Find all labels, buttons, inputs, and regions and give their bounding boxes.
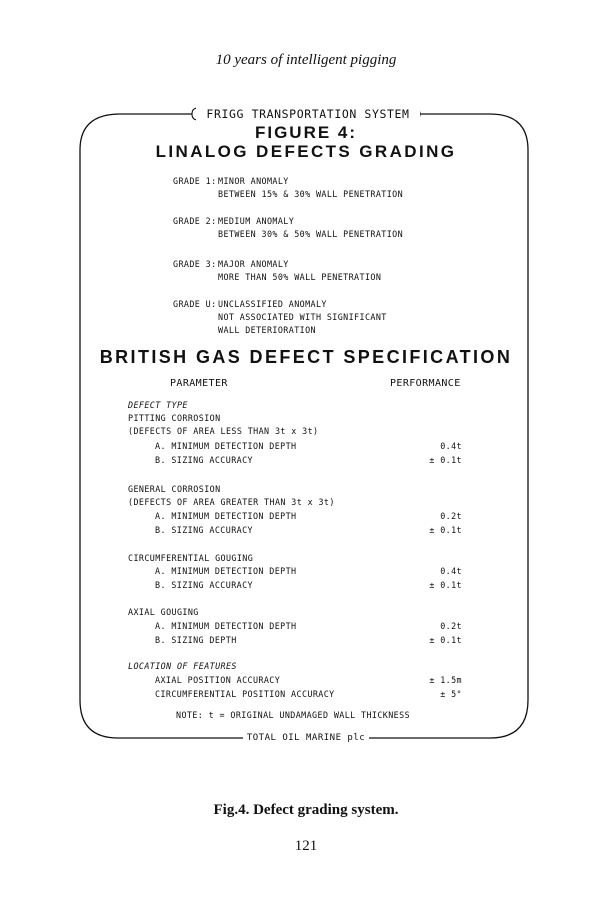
- grade-label: GRADE 2:: [173, 216, 217, 226]
- grade-label: GRADE 1:: [173, 176, 217, 186]
- grade-description: WALL DETERIORATION: [218, 325, 316, 335]
- spec-parameter: B. SIZING DEPTH: [155, 635, 237, 645]
- grade-description: MINOR ANOMALY: [218, 176, 289, 186]
- spec-value: 0.4t: [440, 566, 462, 576]
- thickness-note: NOTE: t = ORIGINAL UNDAMAGED WALL THICKNESS: [176, 710, 411, 720]
- spec-parameter: A. MINIMUM DETECTION DEPTH: [155, 511, 297, 521]
- section-heading: CIRCUMFERENTIAL GOUGING: [128, 553, 254, 563]
- spec-value: ± 0.1t: [429, 580, 462, 590]
- spec-value: ± 5°: [440, 689, 462, 699]
- spec-parameter: B. SIZING ACCURACY: [155, 455, 253, 465]
- grade-description: MAJOR ANOMALY: [218, 259, 289, 269]
- footer-company: TOTAL OIL MARINE plc: [243, 733, 369, 743]
- parameter-header: PARAMETER: [170, 378, 228, 389]
- defect-type-label: DEFECT TYPE: [128, 400, 188, 410]
- spec-value: ± 0.1t: [429, 455, 462, 465]
- section-heading: LOCATION OF FEATURES: [128, 661, 237, 671]
- section-subheading: (DEFECTS OF AREA LESS THAN 3t x 3t): [128, 426, 319, 436]
- spec-value: 0.2t: [440, 621, 462, 631]
- running-head: 10 years of intelligent pigging: [215, 52, 397, 68]
- grade-description: MEDIUM ANOMALY: [218, 216, 295, 226]
- grade-description: MORE THAN 50% WALL PENETRATION: [218, 272, 382, 282]
- spec-value: ± 0.1t: [429, 635, 462, 645]
- spec-parameter: B. SIZING ACCURACY: [155, 525, 253, 535]
- spec-value: 0.4t: [440, 441, 462, 451]
- figure-footer: [0, 733, 612, 743]
- spec-value: ± 0.1t: [429, 525, 462, 535]
- grade-label: GRADE 3:: [173, 259, 217, 269]
- spec-parameter: B. SIZING ACCURACY: [155, 580, 253, 590]
- grade-description: BETWEEN 30% & 50% WALL PENETRATION: [218, 229, 404, 239]
- system-label: FRIGG TRANSPORTATION SYSTEM: [196, 107, 420, 121]
- figure-number: FIGURE 4:: [254, 123, 358, 142]
- spec-value: ± 1.5m: [429, 675, 462, 685]
- section-heading: PITTING CORROSION: [128, 413, 221, 423]
- section-heading: GENERAL CORROSION: [128, 484, 221, 494]
- figure-caption: Fig.4. Defect grading system.: [213, 802, 399, 818]
- spec-parameter: A. MINIMUM DETECTION DEPTH: [155, 621, 297, 631]
- performance-header: PERFORMANCE: [390, 378, 461, 389]
- page-number: 121: [294, 838, 318, 854]
- spec-parameter: A. MINIMUM DETECTION DEPTH: [155, 441, 297, 451]
- grade-description: UNCLASSIFIED ANOMALY: [218, 299, 327, 309]
- grade-description: NOT ASSOCIATED WITH SIGNIFICANT: [218, 312, 387, 322]
- figure-title: LINALOG DEFECTS GRADING: [155, 142, 457, 161]
- section-heading: AXIAL GOUGING: [128, 607, 199, 617]
- spec-title: BRITISH GAS DEFECT SPECIFICATION: [99, 347, 513, 367]
- section-subheading: (DEFECTS OF AREA GREATER THAN 3t x 3t): [128, 497, 335, 507]
- grade-label: GRADE U:: [173, 299, 217, 309]
- spec-parameter: A. MINIMUM DETECTION DEPTH: [155, 566, 297, 576]
- spec-parameter: AXIAL POSITION ACCURACY: [155, 675, 281, 685]
- spec-parameter: CIRCUMFERENTIAL POSITION ACCURACY: [155, 689, 335, 699]
- grade-description: BETWEEN 15% & 30% WALL PENETRATION: [218, 189, 404, 199]
- spec-value: 0.2t: [440, 511, 462, 521]
